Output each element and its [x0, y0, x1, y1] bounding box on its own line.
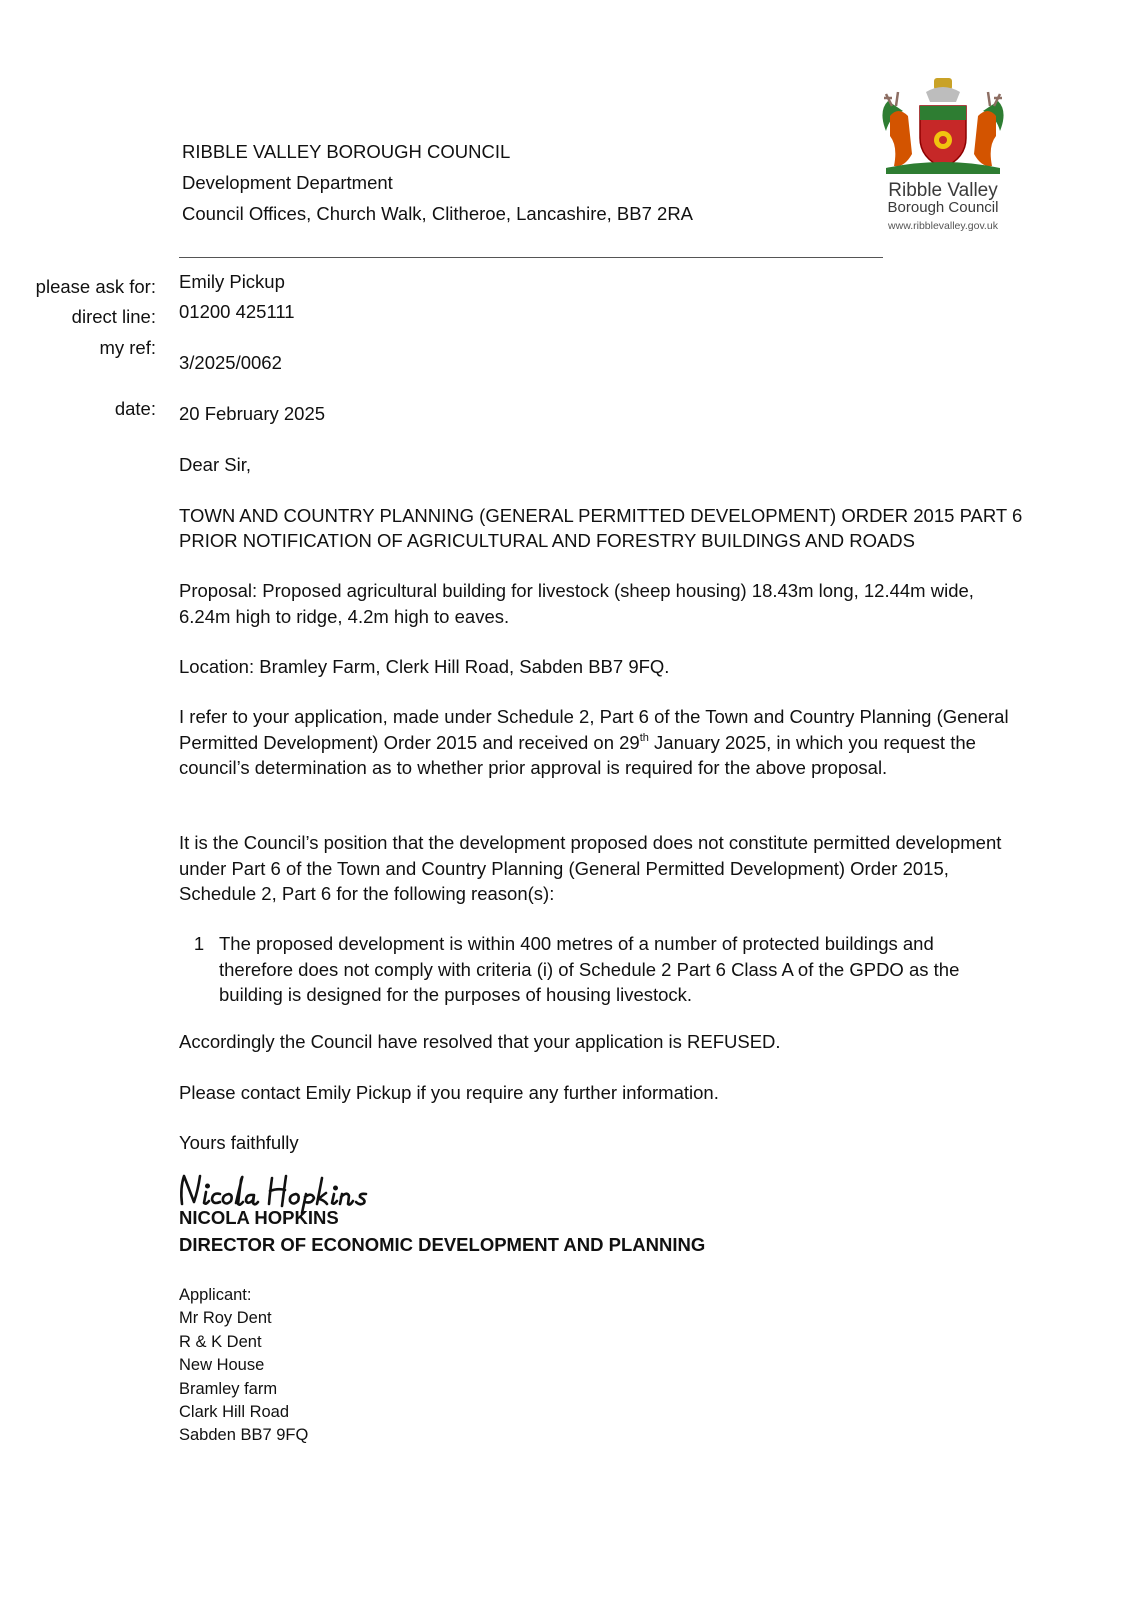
- letter-heading-line1: TOWN AND COUNTRY PLANNING (GENERAL PERMITTED DEVELOPMENT) ORDER 2015 PART 6: [179, 505, 1023, 526]
- date-value: 20 February 2025: [179, 403, 326, 424]
- location-paragraph: [179, 654, 1009, 680]
- ask-for-value: Emily Pickup: [179, 271, 285, 292]
- coat-of-arms-icon: [868, 76, 1018, 176]
- reference-text-part2: January 2025, in which you request the council’s determination as to whether prior approval is required for the above proposal.: [179, 731, 976, 779]
- my-ref-label: my ref:: [99, 337, 156, 358]
- applicant-line: Mr Roy Dent: [179, 1309, 272, 1328]
- direct-line-value: 01200 425111: [179, 301, 295, 322]
- signatory-title: DIRECTOR OF ECONOMIC DEVELOPMENT AND PLANNING: [179, 1234, 706, 1255]
- applicant-line: Sabden BB7 9FQ: [179, 1426, 309, 1445]
- applicant-block: [179, 1284, 308, 1448]
- logo-url: www.ribblevalley.gov.uk: [888, 220, 998, 232]
- council-logo: [868, 76, 1018, 241]
- position-paragraph: [179, 830, 1009, 907]
- council-department: Development Department: [182, 172, 393, 193]
- council-address: Council Offices, Church Walk, Clitheroe, Lancashire, BB7 2RA: [182, 203, 694, 224]
- reason-item: [179, 931, 1009, 1008]
- location-text: Location: Bramley Farm, Clerk Hill Road, Sabden BB7 9FQ.: [179, 656, 670, 677]
- applicant-label: Applicant:: [179, 1286, 252, 1304]
- signatory-name: NICOLA HOPKINS: [179, 1207, 339, 1228]
- proposal-text: Proposal: Proposed agricultural building for livestock (sheep housing) 18.43m long, 12.44m wide, 6.24m high to ridge, 4.2m high to eaves.: [179, 580, 974, 627]
- position-text: It is the Council’s position that the development proposed does not constitute permitted development under Part 6 of the Town and Country Planning (General Permitted Development) Order 2015, Schedule 2, Part 6 for the following reason(s):: [179, 832, 1002, 905]
- applicant-line: Bramley farm: [179, 1379, 278, 1398]
- my-ref-value: 3/2025/0062: [179, 352, 282, 373]
- applicant-line: New House: [179, 1356, 265, 1375]
- closing-text: Yours faithfully: [179, 1132, 299, 1153]
- reason-number: 1: [193, 933, 205, 954]
- reference-paragraph: [179, 704, 1009, 781]
- proposal-paragraph: [179, 578, 1009, 629]
- further-info-text: Please contact Emily Pickup if you require any further information.: [179, 1082, 719, 1103]
- decision-text: Accordingly the Council have resolved that your application is REFUSED.: [179, 1031, 781, 1052]
- council-name: RIBBLE VALLEY BOROUGH COUNCIL: [182, 141, 511, 162]
- salutation: Dear Sir,: [179, 454, 251, 475]
- logo-subname: Borough Council: [887, 199, 999, 216]
- reference-text: [179, 704, 1009, 781]
- reference-superscript: th: [639, 731, 649, 744]
- header-divider: [179, 257, 883, 258]
- reference-text-part1: I refer to your application, made under Schedule 2, Part 6 of the Town and Country Planning (General Permitted Development) Order 2015 and received on 29: [179, 706, 1009, 753]
- letter-heading-line2: PRIOR NOTIFICATION OF AGRICULTURAL AND FORESTRY BUILDINGS AND ROADS: [179, 530, 915, 551]
- logo-name: Ribble Valley: [888, 180, 998, 201]
- reason-text: The proposed development is within 400 metres of a number of protected buildings and therefore does not comply with criteria (i) of Schedule 2 Part 6 Class A of the GPDO as the building is designed for the purposes of housing livestock.: [219, 933, 960, 1006]
- direct-line-label: direct line:: [71, 306, 156, 327]
- applicant-line: R & K Dent: [179, 1332, 262, 1351]
- date-label: date:: [114, 398, 156, 419]
- applicant-line: Clark Hill Road: [179, 1403, 290, 1422]
- ask-for-label: please ask for:: [35, 276, 156, 297]
- reasons-list: [179, 931, 1009, 1008]
